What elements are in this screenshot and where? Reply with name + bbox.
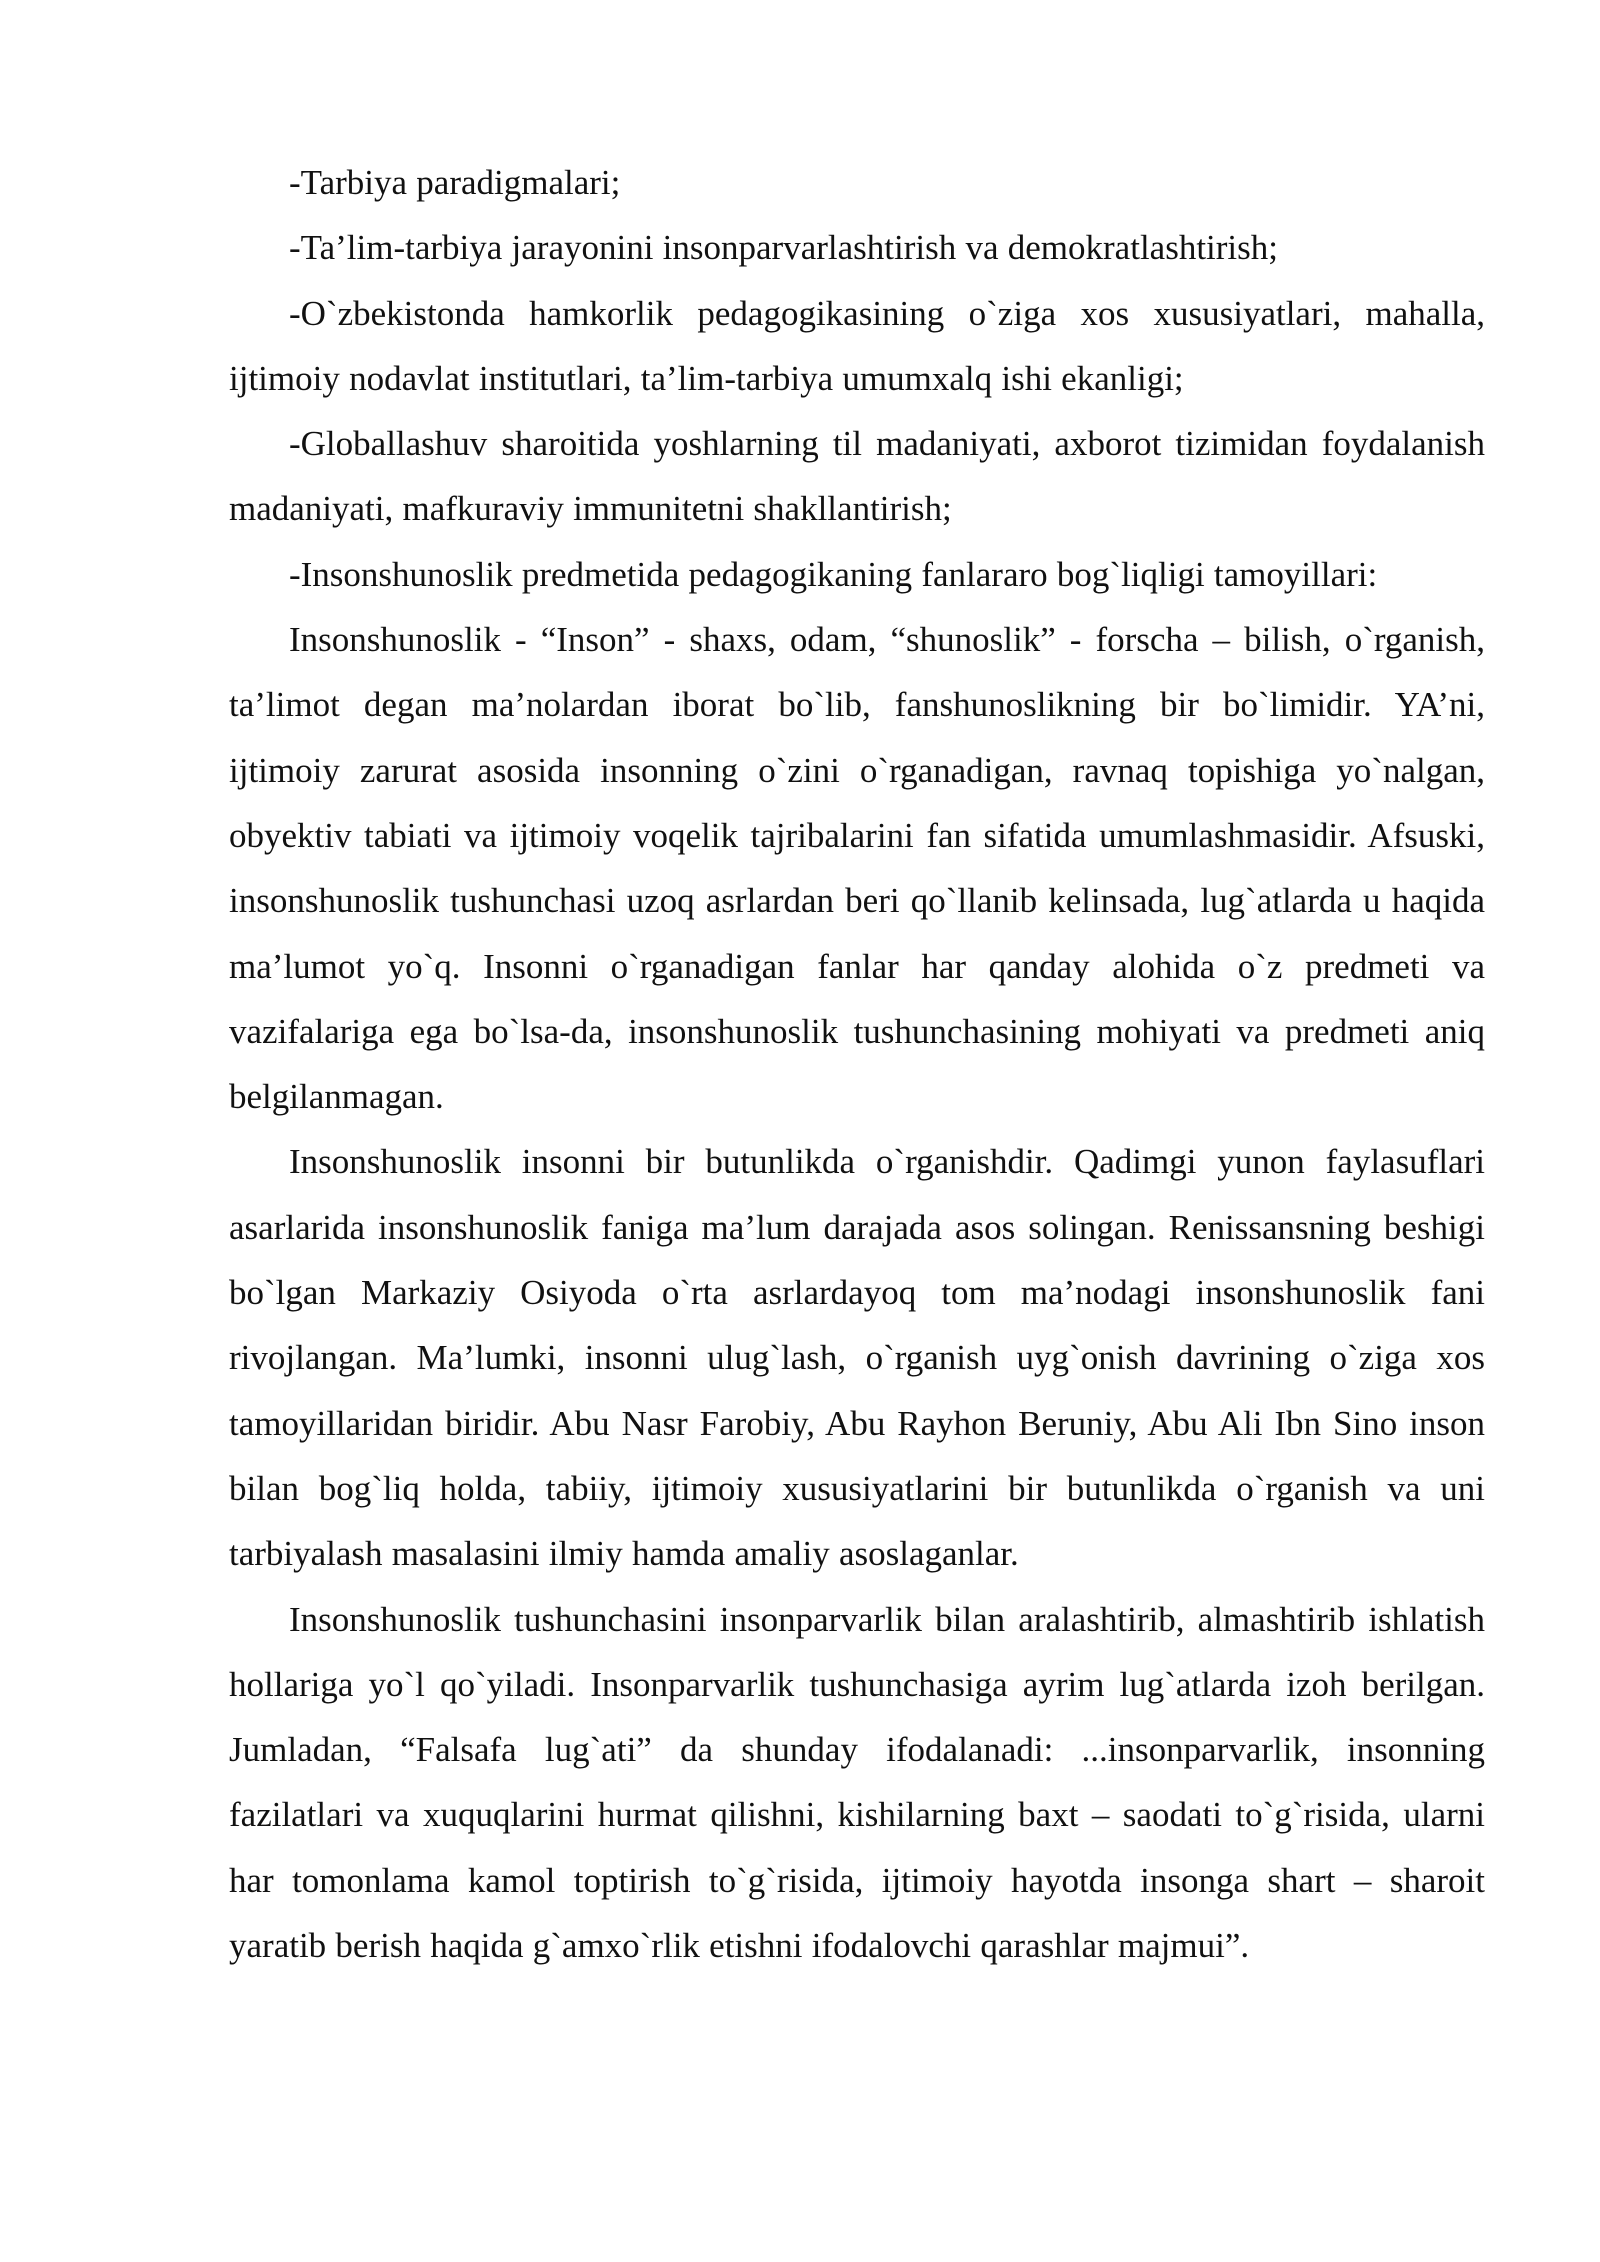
paragraph-insonparvarlik: Insonshunoslik tushunchasini insonparvarlik bilan aralashtirib, almashtirib ishlatish hollariga yo`l qo`yiladi. Insonparvarlik tushunchasiga ayrim lug`atlarda izoh berilgan. Jumladan, “Falsafa lug`ati” da shunday ifodalanadi: ...insonparvarlik, insonning fazilatlari va xuquqlarini hurmat qilishni, kishilarning baxt – saodati to`g`risida, ularni har tomonlama kamol toptirish to`g`risida, ijtimoiy hayotda insonga shart – sharoit yaratib berish haqida g`amxo`rlik etishni ifodalovchi qarashlar majmui”. bbox=[229, 1599, 1485, 1966]
document-body bbox=[229, 150, 1485, 1978]
paragraph-insonshunoslik-history: Insonshunoslik insonni bir butunlikda o`rganishdir. Qadimgi yunon faylasuflari asarlarida insonshunoslik faniga ma’lum darajada asos solingan. Renissansning beshigi bo`lgan Markaziy Osiyoda o`rta asrlardayoq tom ma’nodagi insonshunoslik fani rivojlangan. Ma’lumki, insonni ulug`lash, o`rganish uyg`onish davrining o`ziga xos tamoyillaridan biridir. Abu Nasr Farobiy, Abu Rayhon Beruniy, Abu Ali Ibn Sino inson bilan bog`liq holda, tabiiy, ijtimoiy xususiyatlarini bir butunlikda o`rganish va uni tarbiyalash masalasini ilmiy hamda amaliy asoslaganlar. bbox=[229, 1142, 1485, 1574]
list-item-fanlararo-bogliqlik: -Insonshunoslik predmetida pedagogikaning fanlararo bog`liqligi tamoyillari: bbox=[289, 554, 1378, 594]
list-item-globallashuv: -Globallashuv sharoitida yoshlarning til madaniyati, axborot tizimidan foydalanish madaniyati, mafkuraviy immunitetni shakllantirish; bbox=[229, 424, 1485, 529]
paragraph-insonshunoslik-definition: Insonshunoslik - “Inson” - shaxs, odam, “shunoslik” - forscha – bilish, o`rganish, ta’limot degan ma’nolardan iborat bo`lib, fanshunoslikning bir bo`limidir. YA’ni, ijtimoiy zarurat asosida insonning o`zini o`rganadigan, ravnaq topishiga yo`nalgan, obyektiv tabiati va ijtimoiy voqelik tajribalarini fan sifatida umumlashmasidir. Afsuski, insonshunoslik tushunchasi uzoq asrlardan beri qo`llanib kelinsada, lug`atlarda u haqida ma’lumot yo`q. Insonni o`rganadigan fanlar har qanday alohida o`z predmeti va vazifalariga ega bo`lsa-da, insonshunoslik tushunchasining mohiyati va predmeti aniq belgilanmagan. bbox=[229, 620, 1485, 1117]
list-item-tarbiya-paradigmalari: -Tarbiya paradigmalari; bbox=[289, 163, 621, 202]
list-item-talim-tarbiya-insonparvarlashtirish: -Ta’lim-tarbiya jarayonini insonparvarlashtirish va demokratlashtirish; bbox=[289, 228, 1278, 268]
list-item-hamkorlik-pedagogikasi: -O`zbekistonda hamkorlik pedagogikasining o`ziga xos xususiyatlari, mahalla, ijtimoiy nodavlat institutlari, ta’lim-tarbiya umumxalq ishi ekanligi; bbox=[229, 293, 1485, 398]
